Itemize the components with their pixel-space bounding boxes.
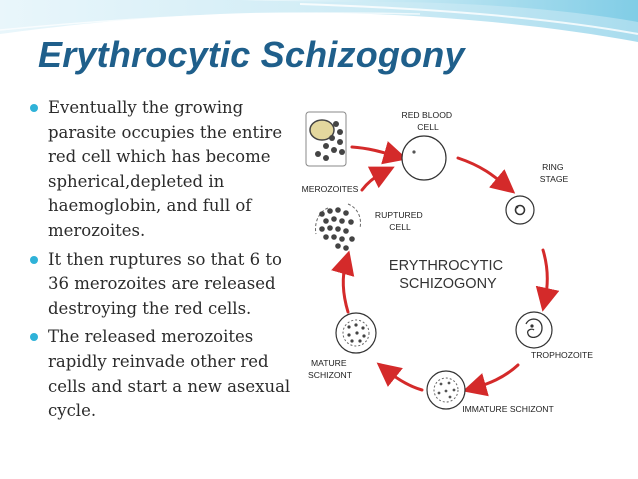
bullet-dot-icon (30, 256, 38, 264)
arrow-mature-to-ruptured (343, 262, 348, 312)
arrow-trophozoite-to-immature (474, 365, 518, 388)
label-ruptured-cell (375, 210, 425, 232)
center-label (389, 258, 507, 292)
red-blood-cell-illustration (402, 136, 446, 180)
bullet-item (30, 248, 302, 322)
bullet-list (30, 96, 302, 428)
arrow-rbc-to-ring (458, 158, 506, 186)
label-merozoites: MEROZOITES (301, 184, 359, 194)
arrow-ring-to-trophozoite (543, 250, 547, 300)
bullet-text: Eventually the growing parasite occupies the entire red cell which has become spherical,depleted in haemoglobin, and full of merozoites. (48, 98, 283, 240)
bullet-item (30, 96, 302, 244)
slide-title: Erythrocytic Schizogony (38, 34, 465, 75)
arrow-infected-to-rbc (352, 147, 396, 156)
label-line: CELL (417, 122, 439, 132)
schizogony-cycle-diagram (296, 100, 601, 422)
label-mature-schizont (308, 358, 353, 380)
bullet-dot-icon (30, 333, 38, 341)
label-line: CELL (389, 222, 411, 232)
label-line: RUPTURED (374, 210, 423, 220)
immature-schizont-illustration (427, 371, 465, 409)
bullet-item (30, 325, 302, 423)
label-line: STAGE (539, 174, 569, 184)
label-line: SCHIZONT (308, 370, 352, 380)
label-line: RED BLOOD (401, 110, 453, 120)
bullet-text: The released merozoites rapidly reinvade other red cells and start a new asexual cycle. (48, 327, 291, 421)
mature-schizont-illustration (336, 313, 376, 353)
arrow-immature-to-mature (386, 370, 422, 390)
label-ring-stage (540, 162, 569, 184)
ruptured-cell-illustration (316, 204, 361, 251)
bullet-text: It then ruptures so that 6 to 36 merozoites are released destroying the red cells. (48, 249, 282, 318)
label-line: MATURE (310, 358, 347, 368)
ring-stage-illustration (506, 196, 534, 224)
infected-cell-illustration (306, 112, 346, 166)
label-trophozoite: TROPHOZOITE (530, 350, 594, 360)
center-label-line: ERYTHROCYTIC (388, 258, 504, 274)
bullet-dot-icon (30, 104, 38, 112)
trophozoite-illustration (516, 312, 552, 348)
arrow-ruptured-to-infected (362, 172, 384, 190)
center-label-line: SCHIZOGONY (399, 276, 497, 292)
label-immature-schizont: IMMATURE SCHIZONT (462, 404, 554, 414)
label-line: RING (542, 162, 564, 172)
label-red-blood-cell (401, 110, 454, 132)
